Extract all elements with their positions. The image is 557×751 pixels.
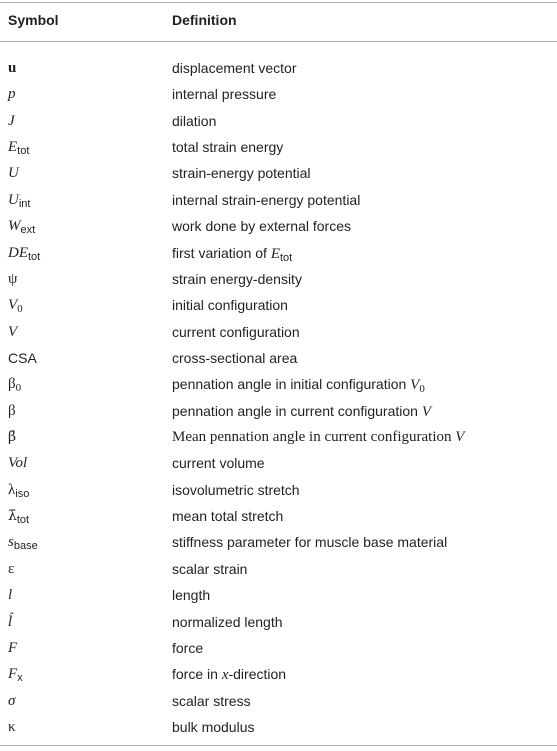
definition-cell [172,661,286,688]
symbol: V [8,323,18,340]
symbol-cell [8,213,35,240]
definition-math: E [270,245,280,262]
symbol-cell [8,134,29,161]
symbol-cell [8,345,37,372]
symbol-cell [8,240,40,267]
definition-cell [172,266,302,292]
definition: force in [172,666,222,683]
symbol-cell [8,160,19,186]
definition: internal pressure [172,86,277,103]
definition: mean total stretch [172,508,284,525]
table-row [0,240,557,266]
symbol-cell [8,635,17,661]
symbol-cell [8,714,16,740]
symbol-subscript: 0 [15,382,22,395]
table-row [0,371,557,397]
table-row [0,477,557,503]
definition-math: V [455,429,465,446]
symbol-cell [8,266,17,292]
definition: pennation angle in initial configuration [172,376,411,393]
definition: cross-sectional area [172,349,298,366]
definition-cell [172,345,297,371]
definition-cell [172,292,288,318]
definition: strain energy-density [172,270,302,287]
symbol: λ [8,481,16,498]
symbol-subscript: x [17,672,23,685]
symbol: ψ [8,270,18,287]
symbol: ε [8,560,15,577]
symbol: J [8,112,15,129]
symbol-cell [8,292,23,319]
symbol-cell [8,609,12,635]
definition-cell [172,240,292,268]
symbol-cell [8,450,27,476]
symbol: F [8,666,18,683]
symbol: λ̄ [8,508,17,525]
definition-cell [172,556,247,582]
definition-cell [172,503,283,529]
table-row [0,688,557,714]
symbol-cell [8,398,16,424]
symbol-cell [8,108,15,134]
symbol-subscript: base [13,540,38,553]
table-row [0,319,557,345]
definition: scalar stress [172,692,251,709]
symbol-cell [8,688,15,714]
symbol-subscript: tot [17,145,30,158]
definition-cell [172,371,425,399]
definition-cell [172,398,431,425]
header-definition: Definition [172,12,237,28]
symbol-cell [8,187,30,214]
table-header [0,1,557,39]
symbol: u [8,60,17,76]
definition-cell [172,81,276,107]
definition: current volume [172,455,265,472]
symbol-subscript: tot [16,514,30,527]
definition-cell [172,529,447,555]
table-row [0,661,557,687]
definition: pennation angle in current configuration [172,402,422,419]
definition: bulk modulus [172,718,255,735]
table-row [0,108,557,134]
symbol-cell [8,529,38,556]
symbol-cell [8,556,14,582]
definition-cell [172,108,216,134]
symbol-cell [8,371,21,398]
definition-cell [172,609,283,635]
definition-cell [172,319,300,345]
definition: total strain energy [172,139,284,156]
table-row [0,81,557,107]
symbol: CSA [8,349,37,366]
symbol: V [8,297,18,314]
definition: Mean pennation angle in current configuration [172,429,456,446]
definition: initial configuration [172,297,288,314]
definition-suffix: -direction [228,666,287,683]
table-row [0,187,557,213]
header-rule [0,41,557,42]
symbol-subscript: int [18,197,31,210]
definition: first variation of [172,244,271,261]
table-row [0,450,557,476]
definition-cell [172,635,203,661]
symbol: U [8,191,19,208]
symbol-subscript: 0 [17,303,23,316]
table-row [0,556,557,582]
definition-math: x [221,667,229,684]
definition-cell [172,450,265,476]
definition-math: V [421,403,432,420]
table-row [0,55,557,81]
definition-cell [172,477,300,503]
definition-cell [172,688,251,714]
symbol: β [8,402,16,419]
symbol: F [8,639,18,656]
symbol: l̂ [8,613,13,630]
table-row [0,398,557,424]
symbol: W [8,218,21,235]
table-row [0,266,557,292]
symbol: p [8,86,16,103]
bottom-rule [0,745,557,746]
definition-cell [172,714,255,740]
symbol: E [8,139,18,156]
definition: isovolumetric stretch [172,481,300,498]
symbol: s [8,534,14,551]
definition-cell [172,187,360,213]
symbol: σ [8,692,16,709]
definition: work done by external forces [172,218,351,235]
symbol: β̄ [8,429,17,446]
definition: length [172,587,211,604]
table-row [0,635,557,661]
symbol-cell [8,582,12,608]
definition-cell [172,134,283,160]
definition: dilation [172,112,217,129]
table-row [0,292,557,318]
definition: normalized length [172,613,283,630]
symbol: Vol [8,455,28,472]
definition-cell [172,424,464,450]
symbol-cell [8,424,16,450]
definition: force [172,639,204,656]
symbol-cell [8,319,17,345]
table-row [0,424,557,450]
definition: strain-energy potential [172,165,311,182]
table-row [0,503,557,529]
symbol-cell [8,503,29,530]
table-row [0,582,557,608]
definition-math: V [410,377,420,394]
table-row [0,345,557,371]
table-row [0,213,557,239]
header-symbol: Symbol [8,12,59,28]
symbol: DE [8,244,28,261]
symbol-cell [8,55,16,81]
definition: scalar strain [172,560,248,577]
symbol: κ [8,718,16,735]
symbol-cell [8,661,23,688]
table-row [0,609,557,635]
definition-math-subscript: tot [280,251,293,264]
symbol: β [8,376,16,393]
table-row [0,134,557,160]
definition: displacement vector [172,60,297,76]
definition: internal strain-energy potential [172,191,361,208]
table-row [0,160,557,186]
table-body [0,55,557,740]
symbol-cell [8,81,16,107]
symbol-subscript: tot [28,250,41,263]
definition-math-subscript: 0 [419,383,425,396]
definition-cell [172,582,210,608]
definition: stiffness parameter for muscle base material [172,534,448,551]
table-row [0,714,557,740]
symbol: U [8,165,19,182]
definition-cell [172,55,297,81]
symbol: l [8,587,13,604]
table-row [0,529,557,555]
symbol-subscript: iso [15,487,30,500]
definition-cell [172,213,351,239]
definition-cell [172,160,311,186]
symbol-subscript: ext [20,224,36,237]
symbol-cell [8,477,29,504]
definition: current configuration [172,323,300,340]
